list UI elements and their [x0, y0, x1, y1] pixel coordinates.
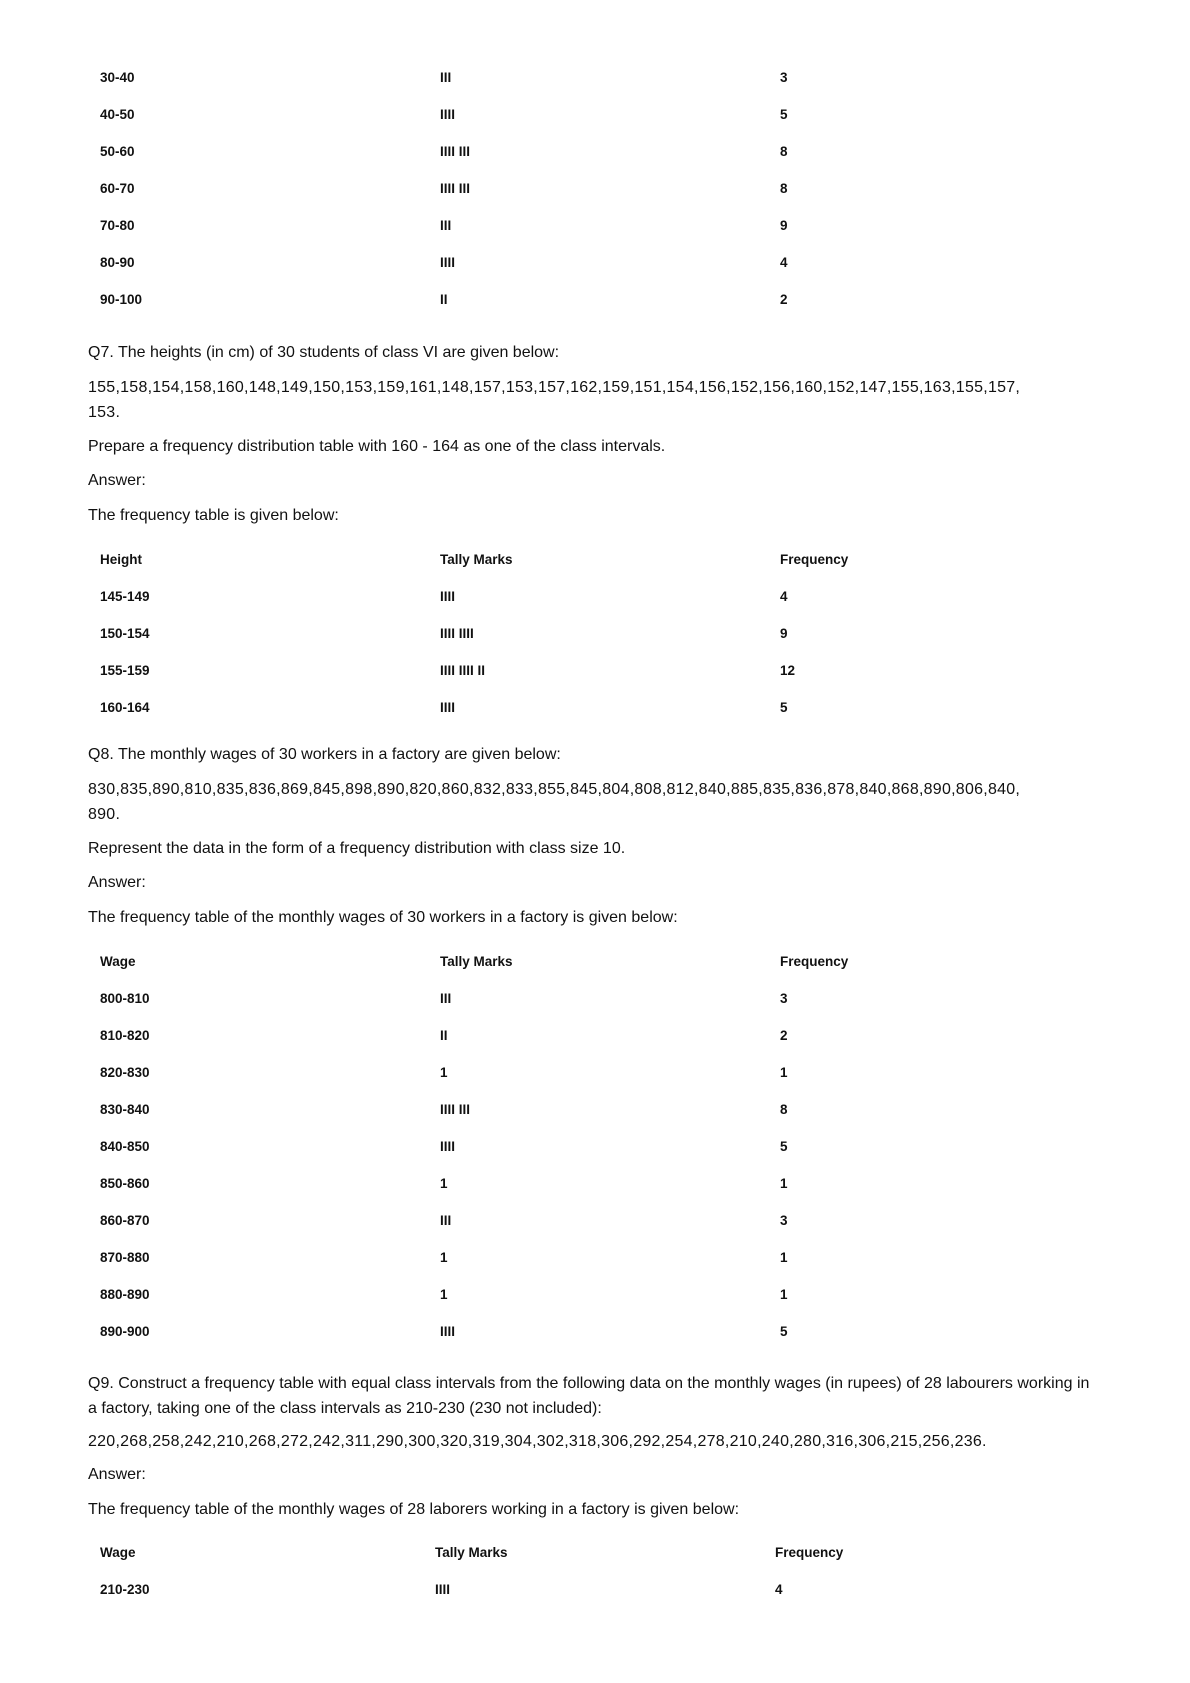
class-interval: 860-870	[100, 1213, 150, 1228]
q9-data	[88, 1429, 1108, 1454]
table-row	[0, 1250, 1190, 1287]
class-interval: 30-40	[100, 70, 135, 85]
class-interval: 90-100	[100, 292, 143, 307]
q9-frequency-table	[0, 1545, 1190, 1619]
q8-data	[88, 777, 1108, 827]
class-interval: 880-890	[100, 1287, 150, 1302]
q8-question: Q8. The monthly wages of 30 workers in a factory are given below:	[88, 746, 561, 763]
tally-marks: III	[440, 218, 452, 233]
frequency: 9	[780, 626, 788, 641]
column-header: Frequency	[780, 954, 849, 969]
column-header: Wage	[100, 954, 136, 969]
q8-intro: The frequency table of the monthly wages of 30 workers in a factory is given below:	[88, 909, 678, 926]
table-row	[0, 255, 1190, 292]
q9-intro: The frequency table of the monthly wages of 28 laborers working in a factory is given below:	[88, 1501, 740, 1518]
frequency: 9	[780, 218, 788, 233]
q9-question-line2: a factory, taking one of the class intervals as 210-230 (230 not included):	[88, 1400, 602, 1417]
frequency: 5	[780, 1139, 788, 1154]
table-row	[0, 292, 1190, 329]
q8-answer-label: Answer:	[88, 874, 146, 891]
class-interval: 870-880	[100, 1250, 150, 1265]
table-row	[0, 1102, 1190, 1139]
tally-marks: III	[440, 991, 452, 1006]
table-row	[0, 218, 1190, 255]
table-row	[0, 1582, 1190, 1619]
tally-marks: II	[440, 292, 448, 307]
frequency-table-top	[0, 70, 1190, 329]
frequency: 8	[780, 1102, 788, 1117]
frequency: 5	[780, 107, 788, 122]
q7-instruction: Prepare a frequency distribution table with 160 - 164 as one of the class intervals.	[88, 438, 666, 455]
table-row	[0, 1139, 1190, 1176]
tally-marks: IIII III	[440, 144, 471, 159]
q7-question: Q7. The heights (in cm) of 30 students of class VI are given below:	[88, 344, 560, 361]
table-row	[0, 144, 1190, 181]
frequency: 1	[780, 1250, 788, 1265]
table-header-row	[0, 552, 1190, 589]
table-row	[0, 663, 1190, 700]
tally-marks: IIII	[440, 1324, 456, 1339]
tally-marks: IIII	[440, 700, 456, 715]
q7-data	[88, 375, 1108, 425]
table-header-row	[0, 954, 1190, 991]
table-row	[0, 1213, 1190, 1250]
frequency: 3	[780, 1213, 788, 1228]
class-interval: 830-840	[100, 1102, 150, 1117]
frequency: 3	[780, 70, 788, 85]
frequency: 2	[780, 1028, 788, 1043]
column-header: Tally Marks	[435, 1545, 508, 1560]
class-interval: 210-230	[100, 1582, 150, 1597]
tally-marks: IIII	[440, 1139, 456, 1154]
table-row	[0, 1065, 1190, 1102]
q8-frequency-table	[0, 954, 1190, 1361]
q9-answer-label: Answer:	[88, 1466, 146, 1483]
class-interval: 40-50	[100, 107, 135, 122]
class-interval: 820-830	[100, 1065, 150, 1080]
class-interval: 145-149	[100, 589, 150, 604]
frequency: 4	[775, 1582, 783, 1597]
tally-marks: II	[440, 1028, 448, 1043]
q7-frequency-table	[0, 552, 1190, 737]
table-row	[0, 107, 1190, 144]
tally-marks: 1	[440, 1176, 448, 1191]
column-header: Height	[100, 552, 142, 567]
table-row	[0, 181, 1190, 218]
tally-marks: IIII III	[440, 1102, 471, 1117]
q8-instruction: Represent the data in the form of a frequency distribution with class size 10.	[88, 840, 626, 857]
table-row	[0, 991, 1190, 1028]
tally-marks: III	[440, 70, 452, 85]
tally-marks: IIII IIII	[440, 626, 474, 641]
table-row	[0, 1176, 1190, 1213]
table-row	[0, 1324, 1190, 1361]
frequency: 8	[780, 144, 788, 159]
q9-question-line1: Q9. Construct a frequency table with equal class intervals from the following data on the monthly wages (in rupees) of 28 labourers working in	[88, 1375, 1090, 1392]
tally-marks: IIII IIII II	[440, 663, 486, 678]
frequency: 12	[780, 663, 796, 678]
column-header: Frequency	[775, 1545, 844, 1560]
q8-data-line2: 890.	[88, 806, 121, 823]
table-row	[0, 589, 1190, 626]
q8-data-line1: 830,835,890,810,835,836,869,845,898,890,820,860,832,833,855,845,804,808,812,840,885,835,836,878,840,868,890,806,840,	[88, 781, 1021, 798]
tally-marks: IIII	[440, 589, 456, 604]
class-interval: 80-90	[100, 255, 135, 270]
table-header-row	[0, 1545, 1190, 1582]
tally-marks: 1	[440, 1287, 448, 1302]
q9-question	[88, 1371, 1108, 1421]
frequency: 4	[780, 589, 788, 604]
q7-data-line2: 153.	[88, 404, 121, 421]
table-row	[0, 70, 1190, 107]
class-interval: 890-900	[100, 1324, 150, 1339]
table-row	[0, 1287, 1190, 1324]
class-interval: 800-810	[100, 991, 150, 1006]
q7-intro: The frequency table is given below:	[88, 507, 339, 524]
frequency: 8	[780, 181, 788, 196]
column-header: Tally Marks	[440, 954, 513, 969]
q9-data-line1: 220,268,258,242,210,268,272,242,311,290,300,320,319,304,302,318,306,292,254,278,210,240,280,316,306,215,256,236.	[88, 1433, 987, 1450]
q7-answer-label: Answer:	[88, 472, 146, 489]
frequency: 1	[780, 1065, 788, 1080]
frequency: 5	[780, 1324, 788, 1339]
column-header: Wage	[100, 1545, 136, 1560]
class-interval: 60-70	[100, 181, 135, 196]
class-interval: 50-60	[100, 144, 135, 159]
class-interval: 150-154	[100, 626, 150, 641]
tally-marks: 1	[440, 1065, 448, 1080]
tally-marks: 1	[440, 1250, 448, 1265]
column-header: Tally Marks	[440, 552, 513, 567]
tally-marks: III	[440, 1213, 452, 1228]
tally-marks: IIII III	[440, 181, 471, 196]
tally-marks: IIII	[440, 255, 456, 270]
class-interval: 70-80	[100, 218, 135, 233]
class-interval: 810-820	[100, 1028, 150, 1043]
class-interval: 840-850	[100, 1139, 150, 1154]
class-interval: 850-860	[100, 1176, 150, 1191]
frequency: 3	[780, 991, 788, 1006]
class-interval: 155-159	[100, 663, 150, 678]
frequency: 2	[780, 292, 788, 307]
column-header: Frequency	[780, 552, 849, 567]
table-row	[0, 1028, 1190, 1065]
frequency: 4	[780, 255, 788, 270]
table-row	[0, 626, 1190, 663]
frequency: 1	[780, 1287, 788, 1302]
frequency: 1	[780, 1176, 788, 1191]
tally-marks: IIII	[435, 1582, 451, 1597]
class-interval: 160-164	[100, 700, 150, 715]
frequency: 5	[780, 700, 788, 715]
q7-data-line1: 155,158,154,158,160,148,149,150,153,159,161,148,157,153,157,162,159,151,154,156,152,156,160,152,147,155,163,155,157,	[88, 379, 1021, 396]
table-row	[0, 700, 1190, 737]
tally-marks: IIII	[440, 107, 456, 122]
